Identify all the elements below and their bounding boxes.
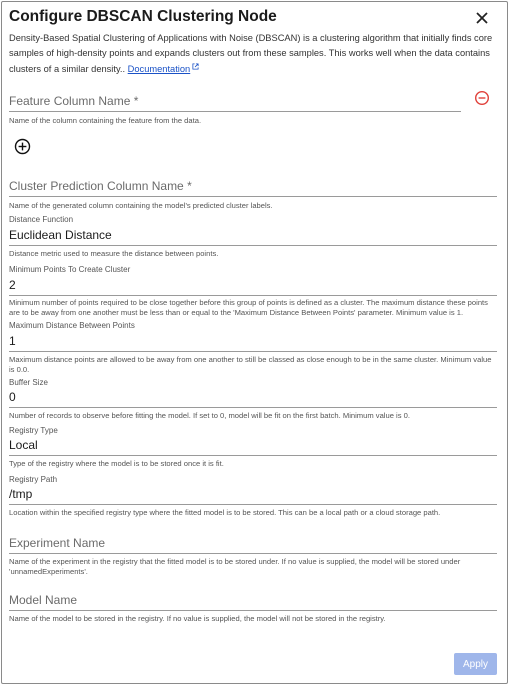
- description-text: Density-Based Spatial Clustering of Applications with Noise (DBSCAN) is a clustering algorithm that initially finds core samples of high-density points and expands clusters out from these samples. This works well when the data contains clusters of a similar density..: [9, 33, 493, 75]
- dialog-description: [9, 31, 504, 77]
- documentation-link[interactable]: Documentation: [127, 64, 191, 75]
- distance-function-value: Euclidean Distance: [9, 228, 112, 242]
- registry-path-value: /tmp: [9, 487, 33, 501]
- max-distance-helper: Maximum distance points are allowed to be away from one another to still be classed as close enough to be in the same cluster. Minimum value is 0.0.: [9, 355, 492, 374]
- add-feature-button[interactable]: [14, 138, 31, 155]
- cluster-prediction-helper: Name of the generated column containing the model's predicted cluster labels.: [9, 201, 273, 210]
- registry-path-helper: Location within the specified registry type where the fitted model is to be stored. This can be a local path or a cloud storage path.: [9, 508, 441, 517]
- experiment-name-placeholder: Experiment Name: [9, 536, 106, 550]
- feature-column-placeholder: Feature Column Name *: [9, 94, 139, 108]
- distance-function-label: Distance Function: [9, 215, 74, 224]
- close-icon[interactable]: [472, 8, 492, 28]
- experiment-name-helper: Name of the experiment in the registry that the fitted model is to be stored under. If no value is supplied, the model will be stored under 'unnamedExperiments'.: [9, 557, 461, 576]
- registry-path-label: Registry Path: [9, 475, 58, 484]
- distance-function-underline: [9, 245, 497, 246]
- feature-column-underline: [9, 111, 461, 112]
- cluster-prediction-field[interactable]: [9, 179, 497, 209]
- experiment-name-field[interactable]: [9, 536, 497, 578]
- max-distance-label: Maximum Distance Between Points: [9, 321, 135, 330]
- registry-path-field[interactable]: [9, 475, 497, 519]
- buffer-size-helper: Number of records to observe before fitting the model. If set to 0, model will be fit on the first batch. Minimum value is 0.: [9, 411, 410, 420]
- buffer-size-value: 0: [9, 390, 16, 404]
- buffer-size-label: Buffer Size: [9, 378, 48, 387]
- experiment-name-underline: [9, 553, 497, 554]
- model-name-helper: Name of the model to be stored in the registry. If no value is supplied, the model will not be stored in the registry.: [9, 614, 386, 623]
- dialog-title: Configure DBSCAN Clustering Node: [9, 8, 277, 25]
- model-name-field[interactable]: [9, 593, 497, 625]
- configure-dialog: [1, 1, 508, 684]
- registry-path-underline: [9, 504, 497, 505]
- distance-function-helper: Distance metric used to measure the distance between points.: [9, 249, 219, 258]
- registry-type-underline: [9, 455, 497, 456]
- min-points-helper: Minimum number of points required to be close together before this group of points is defined as a cluster. The maximum distance these points are to be away from one another must be less than or equal to the 'Maximum Distance Between Points' parameter. Minimum value is 1.: [9, 298, 488, 317]
- model-name-placeholder: Model Name: [9, 593, 78, 607]
- external-link-icon: [192, 60, 199, 75]
- apply-button[interactable]: Apply: [454, 653, 497, 675]
- buffer-size-underline: [9, 407, 497, 408]
- registry-type-value: Local: [9, 438, 38, 452]
- feature-column-field[interactable]: [9, 94, 461, 124]
- max-distance-field[interactable]: [9, 321, 497, 375]
- min-points-value: 2: [9, 278, 16, 292]
- distance-function-field[interactable]: [9, 215, 497, 259]
- cluster-prediction-underline: [9, 196, 497, 197]
- remove-feature-button[interactable]: [474, 90, 490, 106]
- feature-column-helper: Name of the column containing the feature from the data.: [9, 116, 202, 125]
- model-name-underline: [9, 610, 497, 611]
- max-distance-underline: [9, 351, 497, 352]
- buffer-size-field[interactable]: [9, 378, 497, 422]
- cluster-prediction-placeholder: Cluster Prediction Column Name *: [9, 179, 192, 193]
- min-points-field[interactable]: [9, 265, 497, 319]
- registry-type-label: Registry Type: [9, 426, 58, 435]
- max-distance-value: 1: [9, 334, 16, 348]
- min-points-underline: [9, 295, 497, 296]
- min-points-label: Minimum Points To Create Cluster: [9, 265, 131, 274]
- registry-type-field[interactable]: [9, 426, 497, 470]
- registry-type-helper: Type of the registry where the model is to be stored once it is fit.: [9, 459, 224, 468]
